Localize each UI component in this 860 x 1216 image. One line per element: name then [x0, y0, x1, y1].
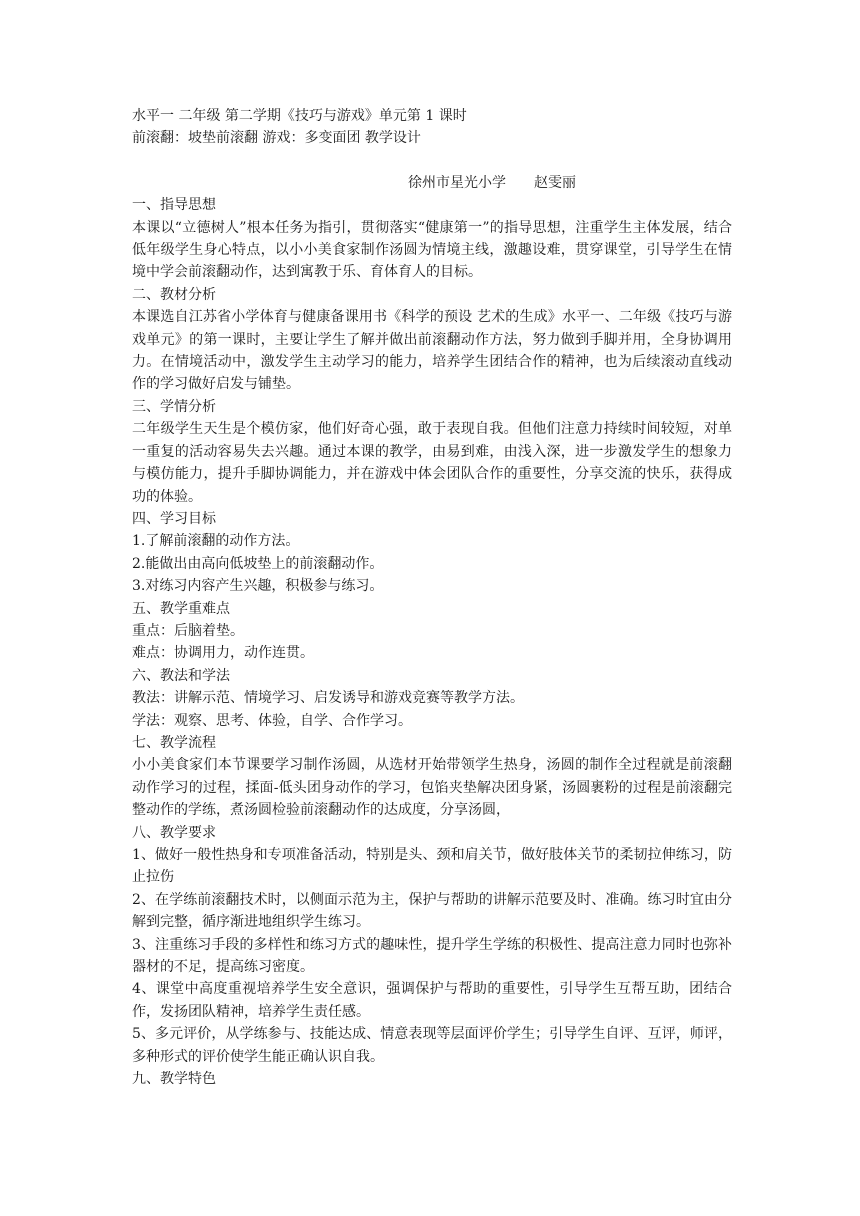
requirement-item: 4、课堂中高度重视培养学生安全意识，强调保护与帮助的重要性，引导学生互帮互助，团结合作，发扬团队精神，培养学生责任感。 [132, 981, 732, 1020]
objective-item: 1.了解前滚翻的动作方法。 [132, 533, 300, 550]
objective-item: 2.能做出由高向低坡垫上的前滚翻动作。 [132, 555, 384, 572]
learning-method-item: 学法：观察、思考、体验，自学、合作学习。 [132, 712, 412, 729]
document-page [132, 105, 732, 1090]
teaching-method-item: 教法：讲解示范、情境学习、启发诱导和游戏竞赛等教学方法。 [132, 690, 524, 707]
objective-item: 3.对练习内容产生兴趣，积极参与练习。 [132, 578, 384, 595]
author-line [132, 172, 732, 194]
section-2-title: 二、教材分析 [132, 286, 216, 303]
section-3-title: 三、学情分析 [132, 398, 216, 415]
section-8-title: 八、教学要求 [132, 824, 216, 841]
section-6-title: 六、教法和学法 [132, 667, 230, 684]
header-line-1: 水平一 二年级 第二学期《技巧与游戏》单元第 1 课时 [132, 108, 467, 124]
section-3-body: 二年级学生天生是个模仿家，他们好奇心强，敢于表现自我。但他们注意力持续时间较短，对单一重复的活动容易失去兴趣。通过本课的教学，由易到难，由浅入深，进一步激发学生的想象力与模仿能力，提升手脚协调能力，并在游戏中体会团队合作的重要性，分享交流的快乐，获得成功的体验。 [132, 421, 732, 505]
section-1-body: 本课以“立德树人”根本任务为指引，贯彻落实“健康第一”的指导思想，注重学生主体发展，结合低年级学生身心特点，以小小美食家制作汤圆为情境主线，激趣设难，贯穿课堂，引导学生在情境中学会前滚翻动作，达到寓教于乐、育体育人的目标。 [132, 219, 732, 281]
section-2-body: 本课选自江苏省小学体育与健康备课用书《科学的预设 艺术的生成》水平一、二年级《技巧与游戏单元》的第一课时，主要让学生了解并做出前滚翻动作方法，努力做到手脚并用，全身协调用力。在情境活动中，激发学生主动学习的能力，培养学生团结合作的精神，也为后续滚动直线动作的学习做好启发与铺垫。 [132, 309, 732, 393]
author-name: 赵雯丽 [534, 174, 576, 191]
key-point-item: 重点：后脑着垫。 [132, 622, 244, 639]
requirement-item: 3、注重练习手段的多样性和练习方式的趣味性，提升学生学练的积极性、提高注意力同时也弥补器材的不足，提高练习密度。 [132, 936, 732, 976]
difficulty-item: 难点：协调用力，动作连贯。 [132, 645, 314, 662]
section-5-title: 五、教学重难点 [132, 600, 230, 617]
author-school: 徐州市星光小学 [408, 174, 506, 191]
requirement-item: 2、在学练前滚翻技术时，以侧面示范为主，保护与帮助的讲解示范要及时、准确。练习时宜由分解到完整，循序渐进地组织学生练习。 [132, 891, 732, 931]
requirement-item: 1、做好一般性热身和专项准备活动，特别是头、颈和肩关节，做好肢体关节的柔韧拉伸练习，防止拉伤 [132, 847, 732, 886]
requirement-item: 5、多元评价，从学练参与、技能达成、情意表现等层面评价学生；引导学生自评、互评，师评，多种形式的评价使学生能正确认识自我。 [132, 1026, 732, 1065]
section-7-title: 七、教学流程 [132, 734, 216, 751]
section-4-title: 四、学习目标 [132, 510, 216, 527]
section-1-title: 一、指导思想 [132, 197, 216, 214]
section-9-title: 九、教学特色 [132, 1071, 216, 1088]
header-line-2: 前滚翻：坡垫前滚翻 游戏：多变面团 教学设计 [132, 130, 421, 147]
section-7-body: 小小美食家们本节课要学习制作汤圆，从选材开始带领学生热身，汤圆的制作全过程就是前滚翻动作学习的过程，揉面-低头团身动作的学习，包馅夹垫解决团身紧，汤圆裹粉的过程是前滚翻完整动作的学练，煮汤圆检验前滚翻动作的达成度，分享汤圆， [132, 757, 732, 819]
